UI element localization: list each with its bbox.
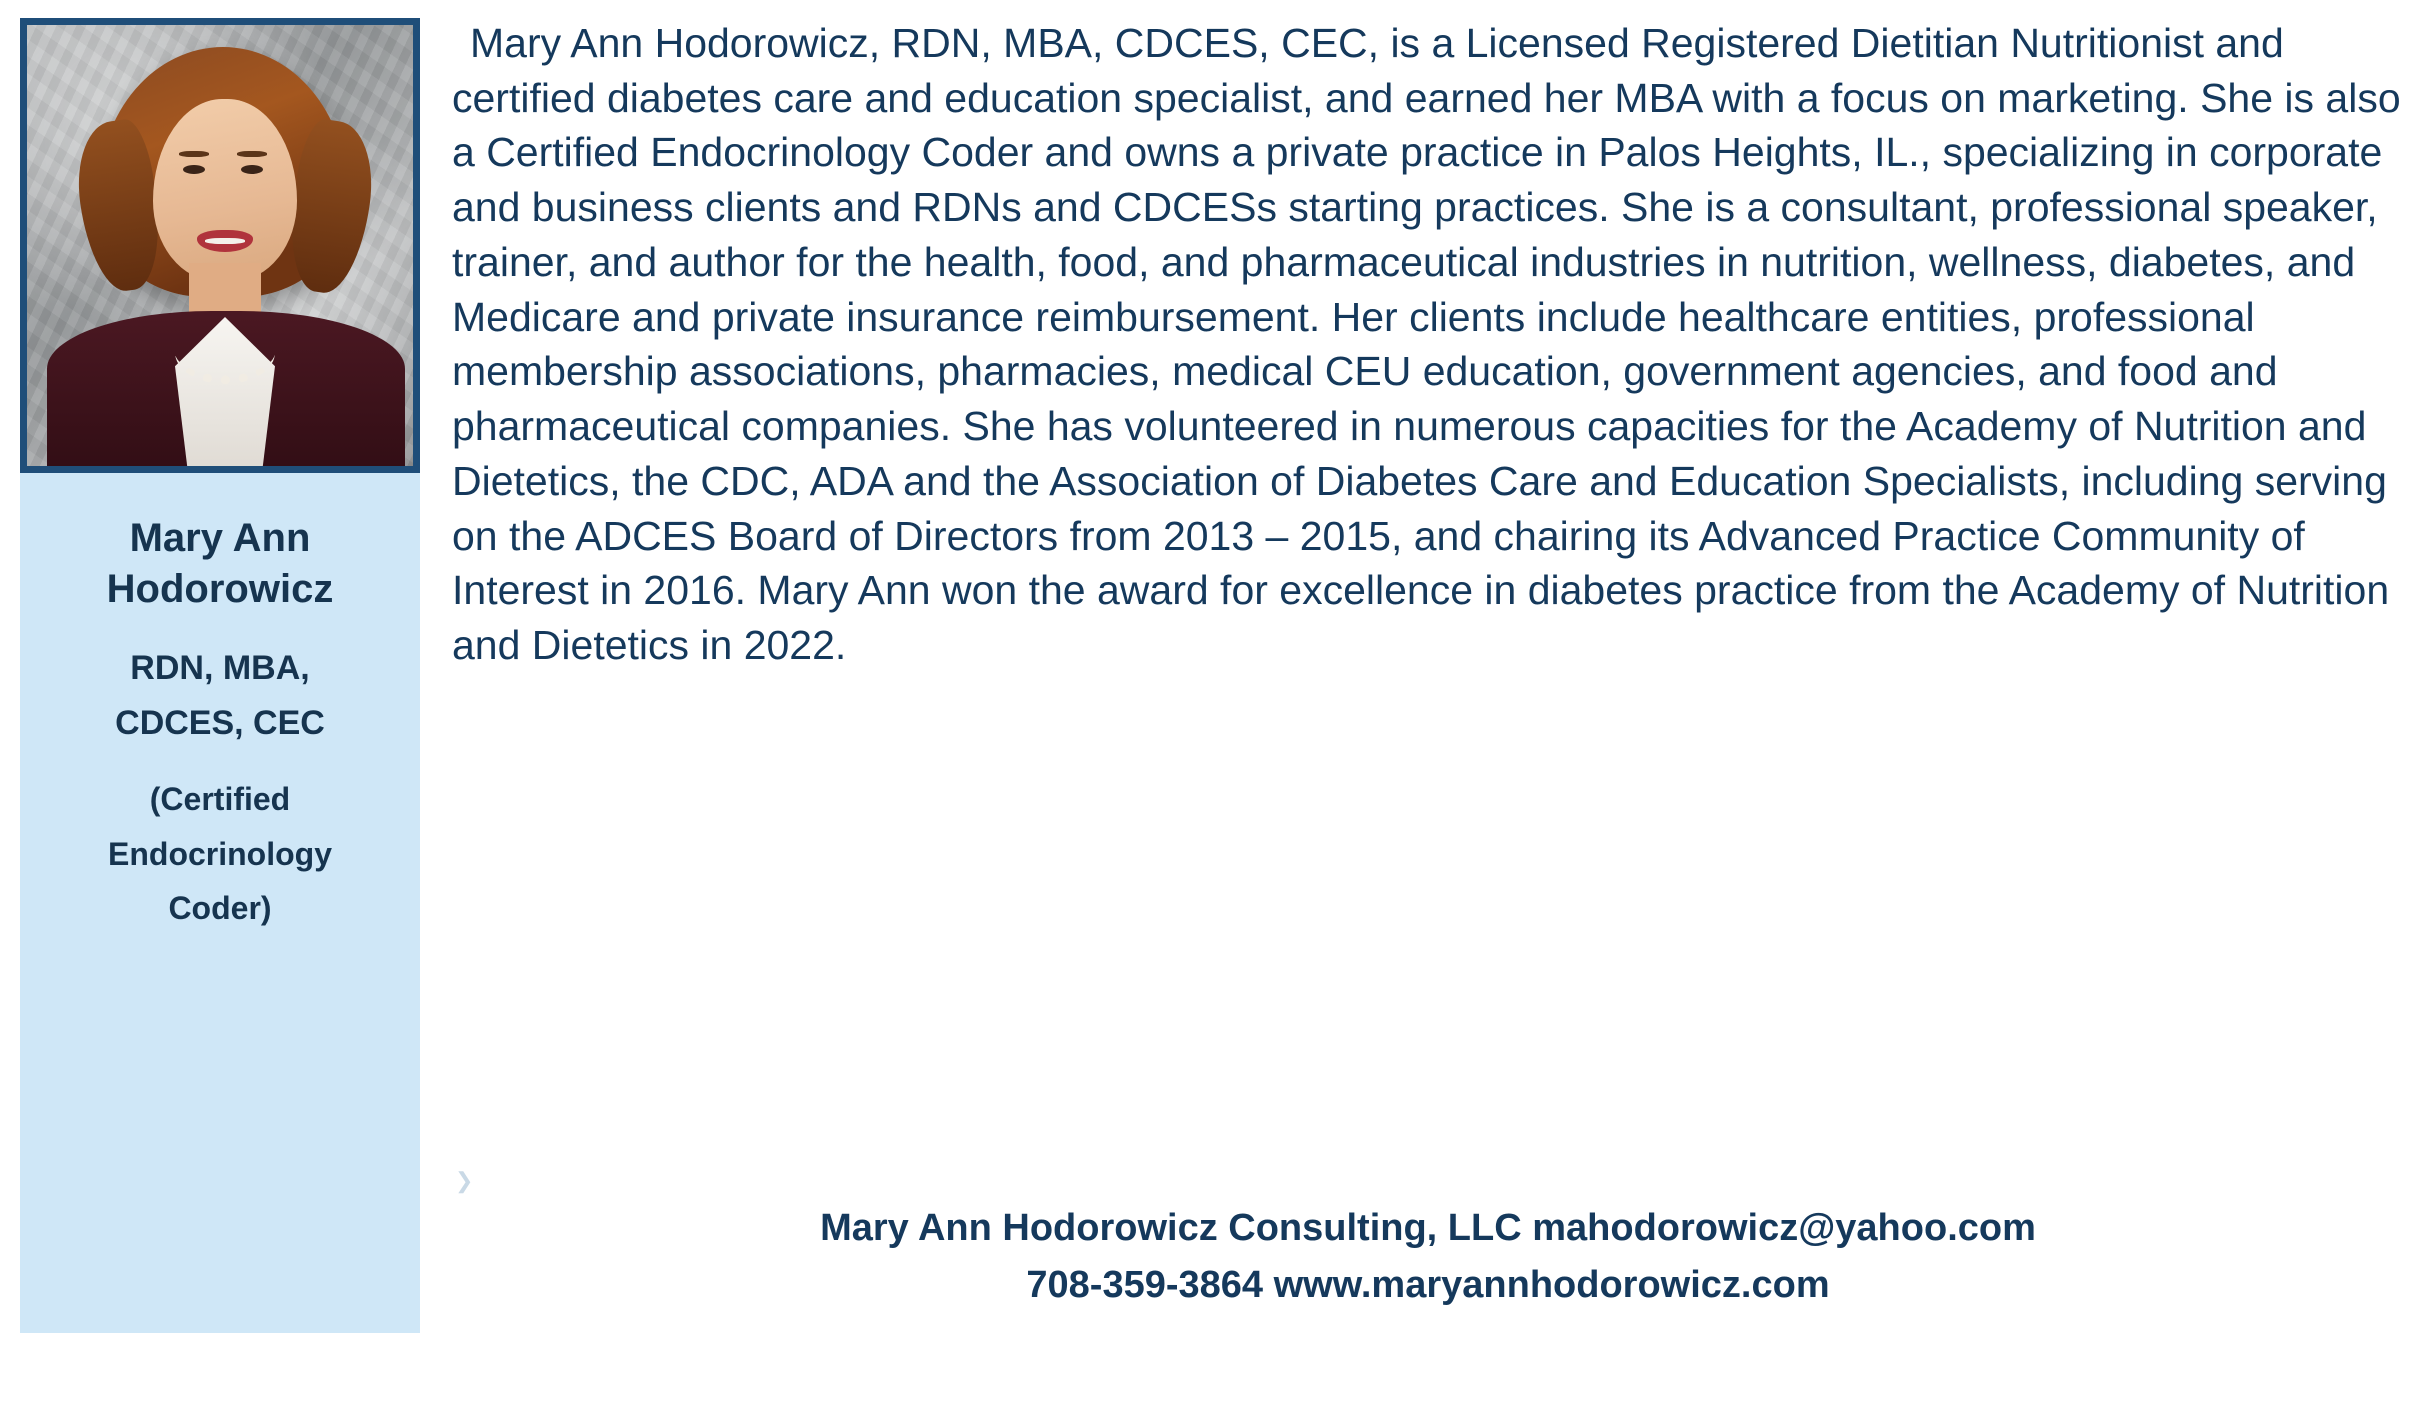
name-panel: [20, 473, 420, 1333]
stray-mark-icon: ❯: [455, 1168, 474, 1193]
credential-expansion-line-3: Coder): [168, 889, 272, 926]
credentials-line-2: CDCES, CEC: [115, 703, 325, 742]
photo-brow-left: [179, 151, 209, 157]
credential-expansion-line-1: (Certified: [149, 781, 291, 818]
credentials-line-1: RDN, MBA,: [130, 649, 310, 688]
photo-eye-right: [241, 165, 263, 174]
credential-expansion-line-2: Endocrinology: [108, 835, 332, 872]
contact-line-phone-website[interactable]: 708-359-3864 www.maryannhodorowicz.com: [1026, 1264, 1830, 1306]
biography-text: Mary Ann Hodorowicz, RDN, MBA, CDCES, CEC, is a Licensed Registered Dietitian Nutritionist and certified diabetes care and education specialist, and earned her MBA with a focus on marketing. She is also a Certified Endocrinology Coder and owns a private practice in Palos Heights, IL., specializing in corporate and business clients and RDNs and CDCESs starting practices. She is a consultant, professional speaker, trainer, and author for the health, food, and pharmaceutical industries in nutrition, wellness, diabetes, and Medicare and private insurance reimbursement. Her clients include healthcare entities, professional membership associations, pharmacies, medical CEU education, government agencies, and food and pharmaceutical companies. She has volunteered in numerous capacities for the Academy of Nutrition and Dietetics, the CDC, ADA and the Association of Diabetes Care and Education Specialists, including serving on the ADCES Board of Directors from 2013 – 2015, and chairing its Advanced Practice Community of Interest in 2016. Mary Ann won the award for excellence in diabetes practice from the Academy of Nutrition and Dietetics in 2022.: [452, 20, 2401, 669]
photo-brow-right: [237, 151, 267, 157]
photo-necklace: [175, 321, 275, 384]
photo-face: [153, 99, 297, 281]
person-name: [34, 513, 406, 615]
contact-line-company-email[interactable]: Mary Ann Hodorowicz Consulting, LLC mahodorowicz@yahoo.com: [820, 1207, 2036, 1249]
contact-block: [452, 1200, 2404, 1314]
credential-expansion: [34, 772, 406, 935]
person-credentials: [34, 641, 406, 750]
person-name-line-1: Mary Ann: [129, 516, 311, 560]
person-name-line-2: Hodorowicz: [106, 567, 334, 612]
portrait-photo: [20, 18, 420, 473]
profile-column: [20, 18, 430, 1333]
photo-eye-left: [183, 165, 205, 174]
